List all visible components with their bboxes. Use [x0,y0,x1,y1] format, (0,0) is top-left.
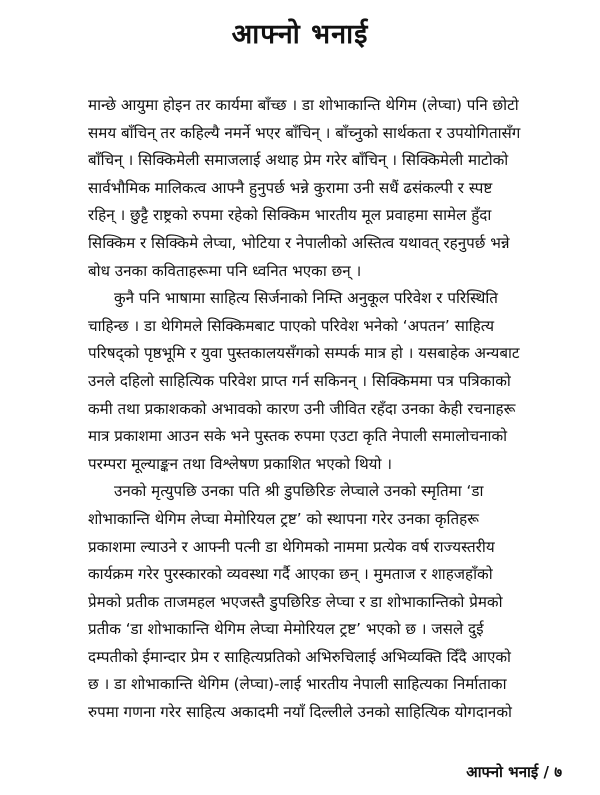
text-line: बाँचिन् । सिक्किमेली समाजलाई अथाह प्रेम गरेर बाँचिन् । सिक्किमेली माटोको [88,151,509,170]
text-line: सिक्किम र सिक्किमे लेप्चा, भोटिया र नेपालीको अस्तित्व यथावत् रहनुपर्छ भन्ने [88,233,510,252]
text-line: परम्परा मूल्याङ्कन तथा विश्लेषण प्रकाशित भएको थियो । [88,454,393,473]
text-line: उनको मृत्युपछि उनका पति श्री डुपछिरिङ लेप्चाले उनको स्मृतिमा ‘डा [114,482,484,501]
text-line: कार्यक्रम गरेर पुरस्कारको व्यवस्था गर्दै आएका छन् । मुमताज र शाहजहाँको [88,565,493,584]
text-line: प्रतीक ‘डा शोभाकान्ति थेगिम लेप्चा मेमोरियल ट्रष्ट’ भएको छ । जसले दुई [88,620,484,639]
text-line: प्रकाशमा ल्याउने र आफ्नी पत्नी डा थेगिमको नाममा प्रत्येक वर्ष राज्यस्तरीय [88,537,495,556]
text-line: मात्र प्रकाशमा आउन सके भने पुस्तक रुपमा एउटा कृति नेपाली समालोचनाको [88,427,508,446]
paragraph-1 [88,92,568,285]
text-line: प्रेमको प्रतीक ताजमहल भएजस्तै डुपछिरिङ लेप्चा र डा शोभाकान्तिको प्रेमको [88,592,503,611]
text-line: रुपमा गणना गरेर साहित्य अकादमी नयाँ दिल्लीले उनको साहित्यिक योगदानको [88,703,512,722]
text-line: बोध उनका कविताहरूमा पनि ध्वनित भएका छन् । [88,261,362,280]
text-line: कमी तथा प्रकाशकको अभावको कारण उनी जीवित रहँदा उनका केही रचनाहरू [88,399,516,418]
text-line: सार्वभौमिक मालिकत्व आफ्नै हुनुपर्छ भन्ने कुरामा उनी सधैं ढसंकल्पी र स्पष्ट [88,178,493,197]
page-footer: आफ्नो भनाई / ७ [466,763,562,781]
text-line: चाहिन्छ । डा थेगिमले सिक्किमबाट पाएको परिवेश भनेको ‘अपतन’ साहित्य [88,316,494,335]
text-line: समय बाँचिन् तर कहिल्यै नमर्ने भएर बाँचिन् । बाँच्नुको सार्थकता र उपयोगितासँग [88,123,521,142]
text-line: छ । डा शोभाकान्ति थेगिम (लेप्चा)-लाई भारतीय नेपाली साहित्यका निर्माताका [88,675,507,694]
text-line: कुनै पनि भाषामा साहित्य सिर्जनाको निम्ति अनुकूल परिवेश र परिस्थिति [114,289,498,308]
body-text [88,92,568,727]
text-line: रहिन् । छुट्टै राष्ट्रको रुपमा रहेको सिक्किम भारतीय मूल प्रवाहमा सामेल हुँदा [88,206,492,225]
text-line: परिषद्को पृष्ठभूमि र युवा पुस्तकालयसँगको सम्पर्क मात्र हो । यसबाहेक अन्यबाट [88,344,520,363]
text-line: मान्छे आयुमा होइन तर कार्यमा बाँच्छ । डा शोभाकान्ति थेगिम (लेप्चा) पनि छोटो [88,96,519,114]
paragraph-2 [88,285,568,478]
text-line: दम्पतीको ईमान्दार प्रेम र साहित्यप्रतिको अभिरुचिलाई अभिव्यक्ति दिँदै आएको [88,647,511,666]
paragraph-3 [88,478,568,726]
text-line: उनले दहिलो साहित्यिक परिवेश प्राप्त गर्न सकिनन् । सिक्किममा पत्र पत्रिकाको [88,371,511,390]
page-title: आफ्नो भनाई [231,19,369,50]
text-line: शोभाकान्ति थेगिम लेप्चा मेमोरियल ट्रष्ट’ को स्थापना गरेर उनका कृतिहरू [88,509,479,528]
